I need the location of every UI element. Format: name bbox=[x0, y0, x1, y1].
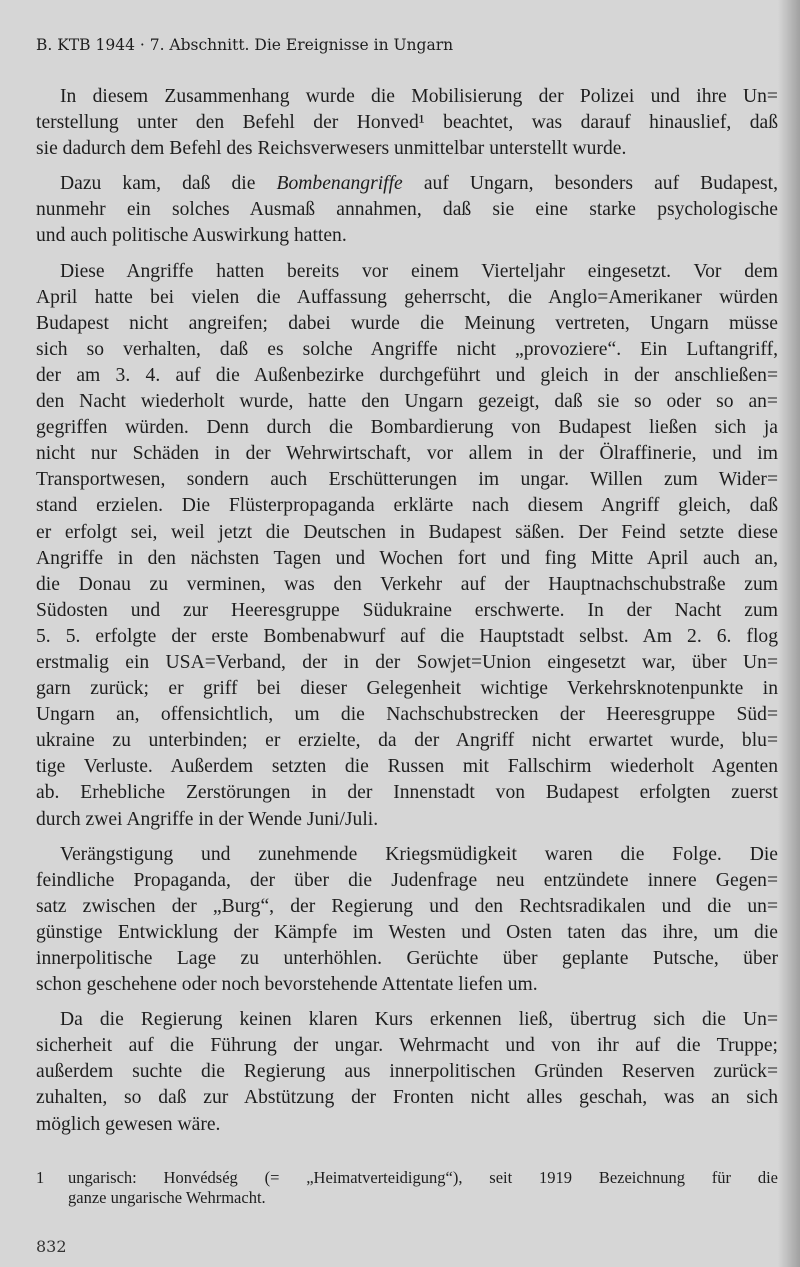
emphasis: Bombenangriffe bbox=[276, 173, 403, 195]
text-line: sie dadurch dem Befehl des Reichsverwesers unmittelbar unterstellt wurde. bbox=[36, 138, 627, 160]
footnote-line: ganze ungarische Wehrmacht. bbox=[68, 1188, 266, 1207]
text-line: satz zwischen der „Burg“, der Regierung und den Rechtsradikalen und die un= bbox=[36, 895, 778, 917]
text-line: sich so verhalten, daß es solche Angriffe nicht „provoziere“. Ein Luftangriff, bbox=[36, 338, 778, 360]
text-line: zuhalten, so daß zur Abstützung der Fronten nicht alles geschah, was an sich bbox=[36, 1087, 778, 1109]
text-line: den Nacht wiederholt wurde, hatte den Ungarn gezeigt, daß sie so oder so an= bbox=[36, 391, 778, 413]
text-line: ukraine zu unterbinden; er erzielte, da der Angriff nicht erwartet wurde, blu= bbox=[36, 730, 778, 752]
text-line: der am 3. 4. auf die Außenbezirke durchgeführt und gleich in der anschließen= bbox=[36, 364, 778, 386]
text-line: durch zwei Angriffe in der Wende Juni/Juli. bbox=[36, 808, 379, 830]
text-line: nicht nur Schäden in der Wehrwirtschaft, vor allem in der Ölraffinerie, und im bbox=[36, 443, 778, 465]
text-line: gegriffen würden. Denn durch die Bombardierung von Budapest ließen sich ja bbox=[36, 417, 778, 439]
text-line: außerdem suchte die Regierung aus innerpolitischen Gründen Reserven zurück= bbox=[36, 1061, 778, 1083]
text-line: feindliche Propaganda, der über die Judenfrage neu entzündete innere Gegen= bbox=[36, 869, 778, 891]
text-line: Südosten und zur Heeresgruppe Südukraine erschwerte. In der Nacht zum bbox=[36, 599, 778, 621]
text-line: innerpolitische Lage zu unterhöhlen. Gerüchte über geplante Putsche, über bbox=[36, 948, 778, 969]
text-line: Da die Regierung keinen klaren Kurs erkennen ließ, übertrug sich die Un= bbox=[60, 1009, 778, 1031]
body-text bbox=[36, 84, 778, 1147]
text-line: terstellung unter den Befehl der Honved¹ beachtet, was darauf hinauslief, daß bbox=[36, 112, 778, 134]
text-line: tige Verluste. Außerdem setzten die Russen mit Fallschirm wiederholt Agenten bbox=[36, 756, 778, 778]
text-line: Diese Angriffe hatten bereits vor einem Vierteljahr eingesetzt. Vor dem bbox=[60, 260, 778, 282]
text-line: nunmehr ein solches Ausmaß annahmen, daß sie eine starke psychologische bbox=[36, 199, 778, 221]
text-line: In diesem Zusammenhang wurde die Mobilisierung der Polizei und ihre Un= bbox=[60, 86, 778, 107]
text-segment: Dazu kam, daß die bbox=[60, 173, 277, 195]
text-line: möglich gewesen wäre. bbox=[36, 1113, 221, 1135]
text-line: und auch politische Auswirkung hatten. bbox=[36, 225, 347, 247]
text-line: garn zurück; er griff bei dieser Gelegenheit wichtige Verkehrsknotenpunkte in bbox=[36, 678, 778, 700]
page-number: 832 bbox=[36, 1237, 67, 1256]
text-line: Verängstigung und zunehmende Kriegsmüdigkeit waren die Folge. Die bbox=[60, 843, 778, 865]
text-line: schon geschehene oder noch bevorstehende Attentate liefen um. bbox=[36, 974, 538, 996]
text-line: sicherheit auf die Führung der ungar. Wehrmacht und von ihr auf die Truppe; bbox=[36, 1035, 778, 1057]
text-line: Ungarn an, offensichtlich, um die Nachschubstrecken der Heeresgruppe Süd= bbox=[36, 704, 778, 726]
text-line: erstmalig ein USA=Verband, der in der Sowjet=Union eingesetzt war, über Un= bbox=[36, 651, 778, 673]
page-edge-shadow bbox=[778, 0, 800, 1267]
text-line: die Donau zu verminen, was den Verkehr auf der Hauptnachschubstraße zum bbox=[36, 573, 778, 595]
text-line: Angriffe in den nächsten Tagen und Wochen fort und fing Mitte April auch an, bbox=[36, 547, 778, 569]
paragraph bbox=[36, 84, 778, 162]
paragraph bbox=[36, 842, 778, 999]
text-line: stand erzielen. Die Flüsterpropaganda erklärte nach diesem Angriff gleich, daß bbox=[36, 495, 778, 517]
text-line: er erfolgt sei, weil jetzt die Deutschen in Budapest säßen. Der Feind setzte diese bbox=[36, 521, 778, 543]
running-header: B. KTB 1944 · 7. Abschnitt. Die Ereignisse in Ungarn bbox=[36, 36, 454, 54]
text-line: günstige Entwicklung der Kämpfe im Westen und Osten taten das ihre, um die bbox=[36, 921, 778, 943]
text-line: Budapest nicht angreifen; dabei wurde die Meinung vertreten, Ungarn müsse bbox=[36, 312, 778, 334]
paragraph bbox=[36, 259, 778, 833]
text-segment: auf Ungarn, besonders auf Budapest, bbox=[402, 173, 778, 195]
footnote bbox=[36, 1168, 778, 1208]
paragraph bbox=[36, 171, 778, 249]
text-line: ab. Erhebliche Zerstörungen in der Innenstadt von Budapest erfolgten zuerst bbox=[36, 782, 778, 804]
footnote-line: ungarisch: Honvédség (= „Heimatverteidigung“), seit 1919 Bezeichnung für die bbox=[68, 1168, 778, 1187]
footnote-number: 1 bbox=[36, 1168, 45, 1187]
text-line: Transportwesen, sondern auch Erschütterungen im ungar. Willen zum Wider= bbox=[36, 469, 778, 491]
text-line: April hatte bei vielen die Auffassung geherrscht, die Anglo=Amerikaner würden bbox=[36, 286, 778, 308]
text-line bbox=[36, 171, 778, 197]
paragraph bbox=[36, 1007, 778, 1137]
text-line: 5. 5. erfolgte der erste Bombenabwurf auf die Hauptstadt selbst. Am 2. 6. flog bbox=[36, 625, 778, 647]
